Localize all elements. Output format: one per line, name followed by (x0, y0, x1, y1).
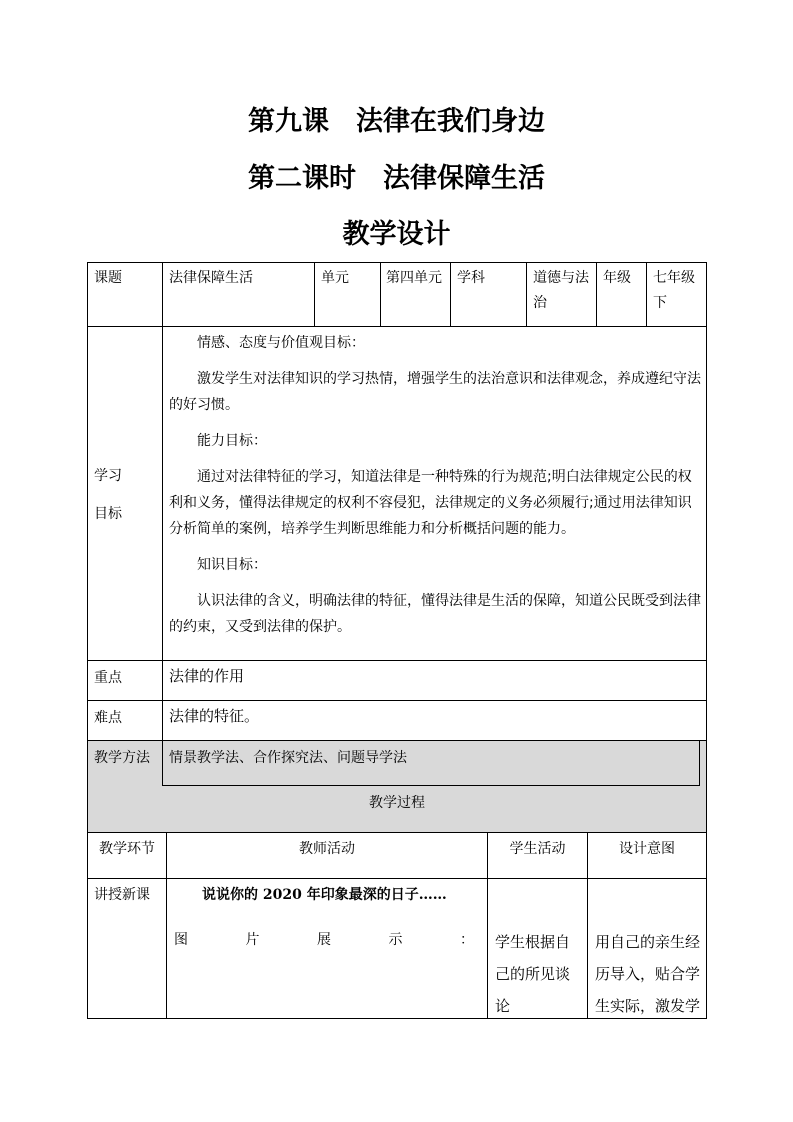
goals-content (169, 330, 701, 640)
design-intent: 用自己的亲生经历导入，贴合学生实际，激发学 (595, 933, 701, 1015)
difficulty-label: 难点 (94, 710, 122, 726)
emotion-goal-text: 激发学生对法律知识的学习热情，增强学生的法治意识和法律观念，养成遵纪守法的好习惯。 (169, 371, 701, 413)
teacher-header: 教师活动 (299, 841, 355, 857)
student-activity: 学生根据自己的所见谈论 (495, 933, 571, 1015)
picture-char-4: 示 (388, 932, 403, 948)
period-title: 第二课时 法律保障生活 (248, 163, 545, 194)
student-header: 学生活动 (509, 841, 566, 857)
keti-value: 法律保障生活 (169, 270, 253, 286)
key-point-label: 重点 (94, 670, 122, 686)
picture-display-line (174, 928, 474, 953)
picture-char-3: 展 (317, 932, 331, 948)
picture-char-2: 片 (245, 932, 260, 948)
picture-char-5: ： (460, 932, 474, 948)
keti-label: 课题 (94, 270, 122, 286)
method-value: 情景教学法、合作探究法、问题导学法 (169, 750, 407, 766)
xueke-label: 学科 (457, 270, 485, 286)
ability-goal-text: 通过对法律特征的学习，知道法律是一种特殊的行为规范;明白法律规定公民的权利和义务，懂得法律规定的权利不容侵犯，法律规定的义务必须履行;通过用法律知识分析简单的案例，培养学生判断思维能力和分析概括问题的能力。 (169, 469, 692, 537)
teacher-prompt: 说说你的 2020 年印象最深的日子…… (202, 887, 447, 903)
nianji-value: 七年级下 (653, 270, 695, 311)
method-label: 教学方法 (94, 750, 150, 766)
process-title: 教学过程 (369, 795, 425, 811)
xueke-value: 道德与法治 (533, 270, 589, 311)
design-title: 教学设计 (342, 219, 451, 250)
ability-goal-title: 能力目标： (197, 433, 267, 449)
stage-header: 教学环节 (99, 841, 155, 857)
danyuan-value: 第四单元 (386, 270, 442, 286)
difficulty-value: 法律的特征。 (169, 707, 260, 725)
key-point-value: 法律的作用 (169, 667, 245, 685)
knowledge-goal-title: 知识目标： (197, 557, 267, 573)
knowledge-goal-text: 认识法律的含义，明确法律的特征，懂得法律是生活的保障，知道公民既受到法律的约束，又受到法律的保护。 (169, 593, 701, 635)
danyuan-label: 单元 (321, 270, 349, 286)
stage-cell: 讲授新课 (94, 887, 150, 903)
lesson-title: 第九课 法律在我们身边 (248, 106, 545, 137)
goals-label: 学习目标 (94, 468, 122, 522)
nianji-label: 年级 (603, 270, 631, 286)
picture-char-1: 图 (174, 932, 188, 948)
intent-header: 设计意图 (619, 841, 675, 857)
emotion-goal-title: 情感、态度与价值观目标： (197, 335, 365, 351)
